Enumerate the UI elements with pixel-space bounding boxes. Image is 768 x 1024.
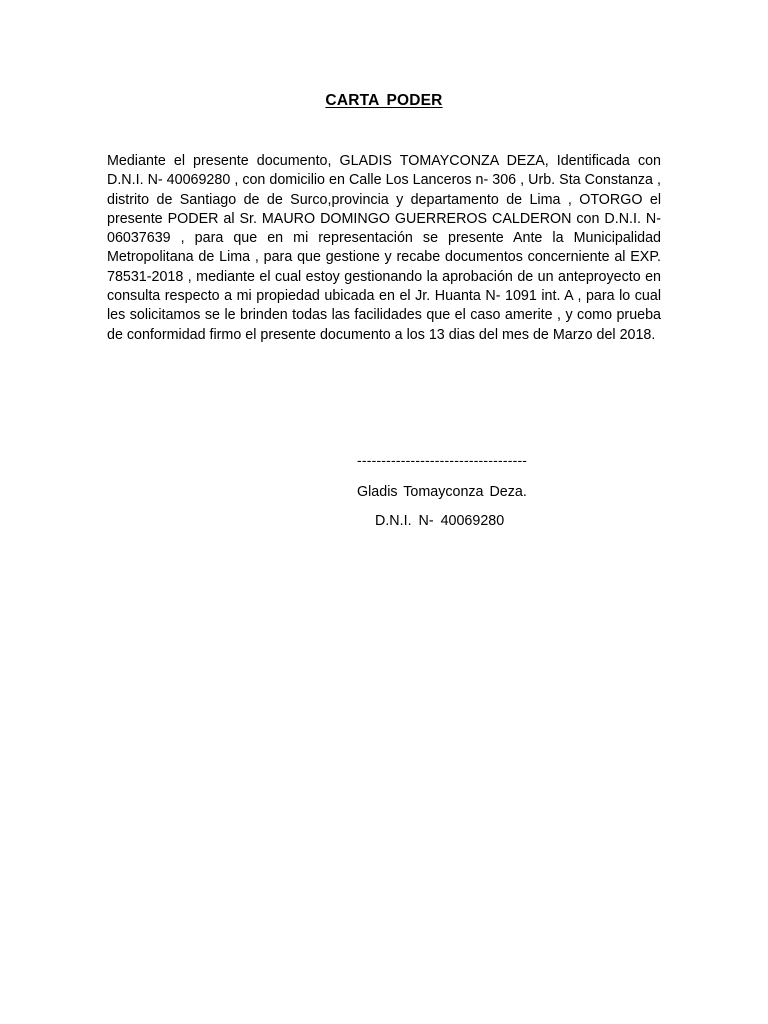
signature-line: -----------------------------------	[357, 452, 528, 468]
signer-id: D.N.I. N- 40069280	[375, 513, 505, 529]
document-body: Mediante el presente documento, GLADIS TOMAYCONZA DEZA, Identificada con D.N.I. N- 40069280 , con domicilio en Calle Los Lanceros n- 306 , Urb. Sta Constanza , distrito de Santiago de de Surco,provincia y departamento de Lima , OTORGO el presente PODER al Sr. MAURO DOMINGO GUERREROS CALDERON con D.N.I. N- 06037639 , para que en mi representación se presente Ante la Municipalidad Metropolitana de Lima , para que gestione y recabe documentos concerniente al EXP. 78531-2018 , mediante el cual estoy gestionando la aprobación de un anteproyecto en consulta respecto a mi propiedad ubicada en el Jr. Huanta N- 1091 int. A , para lo cual les solicitamos se le brinden todas las facilidades que el caso amerite , y como prueba de conformidad firmo el presente documento a los 13 dias del mes de Marzo del 2018.	[107, 153, 661, 343]
signer-name: Gladis Tomayconza Deza.	[357, 484, 527, 500]
document-title: CARTA PODER	[325, 92, 443, 109]
